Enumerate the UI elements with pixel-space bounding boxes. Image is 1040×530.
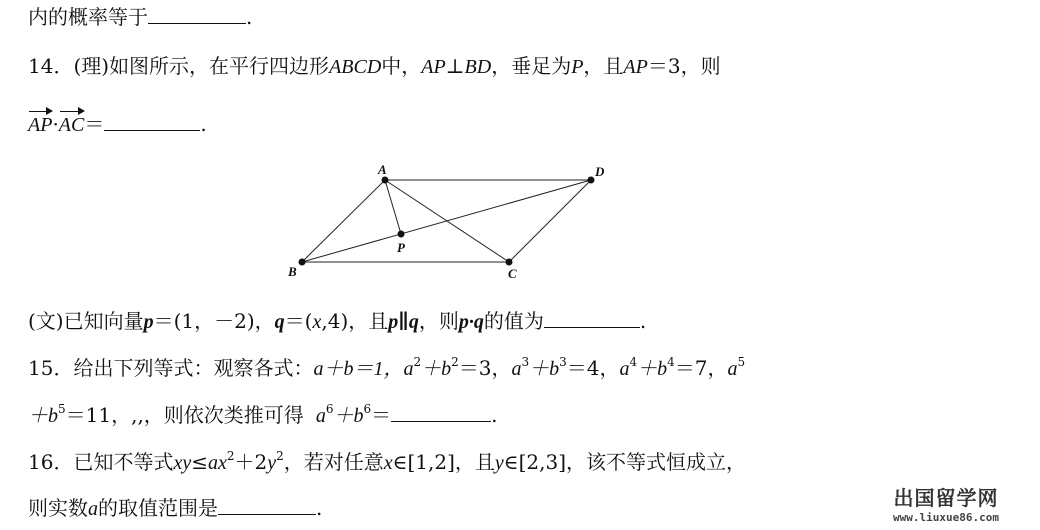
q14-ap: AP (623, 56, 648, 78)
label-c: C (508, 266, 517, 281)
q14-ap: AP (421, 56, 446, 78)
wen-line (28, 308, 646, 335)
q15-eq4-a: a (619, 358, 630, 380)
exp-2: 2 (451, 355, 459, 369)
q14-answer-blank[interactable] (104, 112, 200, 131)
q15-eq1: a＋b＝1， (313, 358, 404, 380)
q14-abcd: ABCD (329, 56, 382, 78)
exp-2: 2 (276, 449, 284, 463)
wen-text: ＝( (284, 309, 313, 333)
wen-answer-blank[interactable] (544, 309, 640, 328)
label-a: A (378, 162, 387, 177)
q15-text: ＝11，,,，则依次类推可得 (65, 403, 304, 427)
exp-5: 5 (58, 402, 66, 416)
exp-3: 3 (559, 355, 567, 369)
q16-text: 已知不等式 (73, 450, 174, 474)
q14-bd: BD (464, 56, 492, 78)
q16-line-1 (28, 449, 746, 476)
q15-b6: ＋b (333, 405, 364, 427)
wen-text: ，则 (418, 309, 459, 333)
exp-3: 3 (521, 355, 530, 369)
edge-cd (509, 180, 591, 262)
q15-eq4-b: ＋b (637, 358, 668, 380)
q15-period: . (491, 403, 498, 427)
q13-answer-blank[interactable] (148, 5, 246, 24)
q14-text: ，垂足为 (491, 54, 572, 78)
dot-product-pq: p·q (458, 311, 484, 333)
exp-4: 4 (667, 355, 675, 369)
vector-p: p (143, 311, 154, 333)
le-sign: ≤ (191, 450, 208, 474)
q15-eq2-c: ＝3， (458, 356, 512, 380)
q16-text: ＋2 (234, 450, 268, 474)
wen-text: 已知向量 (63, 309, 144, 333)
point-d (588, 177, 595, 184)
equals-sign: ＝ (371, 403, 392, 427)
watermark-logo (866, 482, 1026, 524)
parallelogram-figure (284, 158, 624, 284)
q14-text: ＝3，则 (647, 54, 721, 78)
q14-text: 中， (381, 54, 422, 78)
var-y: y (494, 452, 504, 474)
wen-text: 的值为 (483, 309, 544, 333)
vector-ac: AC (58, 114, 85, 136)
var-a: a (88, 498, 98, 520)
exp-4: 4 (629, 355, 638, 369)
var-y: y (267, 452, 277, 474)
q15-eq4-c: ＝7， (674, 356, 728, 380)
var-x: x (312, 311, 322, 333)
q13-period: . (246, 5, 253, 29)
exp-6: 6 (325, 402, 334, 416)
q16-answer-blank[interactable] (218, 496, 316, 515)
wen-text: ,4)，且 (321, 309, 389, 333)
q13-line (28, 4, 252, 30)
wen-tag: (文) (28, 309, 64, 333)
q16-period: . (316, 496, 323, 520)
point-a (382, 177, 389, 184)
q16-text: ∈[2,3]，该不等式恒成立， (503, 450, 746, 474)
label-b: B (288, 264, 297, 279)
watermark-url: www.liuxue86.com (893, 511, 999, 524)
equals-sign: ＝ (84, 112, 105, 136)
wen-period: . (639, 309, 647, 333)
exp-5: 5 (737, 355, 746, 369)
segment-ap (385, 180, 401, 234)
exp-2: 2 (413, 355, 422, 369)
wen-text: ＝(1，－2)， (153, 309, 275, 333)
var-ax: ax (207, 452, 227, 474)
q14-line (28, 53, 721, 80)
q15-line-2 (28, 402, 497, 429)
q16-line-2 (28, 495, 322, 522)
q15-eq5-b: ＋b (28, 405, 58, 427)
q14-vector-line (28, 111, 207, 138)
vector-ap: AP (28, 114, 53, 136)
parallel-condition: p∥q (388, 311, 419, 333)
edge-ab (302, 180, 385, 262)
q15-a6: a (315, 405, 326, 427)
q16-text: ∈[1,2]，且 (392, 450, 495, 474)
label-d: D (595, 164, 605, 179)
var-x: x (383, 452, 393, 474)
q15-eq5-a: a (727, 358, 738, 380)
watermark-title: 出国留学网 (893, 486, 999, 510)
q14-number: 14． (28, 54, 74, 78)
q15-text: 给出下列等式：观察各式： (73, 356, 314, 380)
var-xy: xy (173, 452, 192, 474)
q15-eq3-c: ＝4， (566, 356, 620, 380)
point-p (398, 231, 405, 238)
q13-text: 内的概率等于 (28, 5, 148, 29)
q14-p: P (571, 56, 584, 78)
q14-period: . (200, 112, 207, 136)
exp-2: 2 (226, 449, 235, 463)
exp-6: 6 (363, 402, 372, 416)
q16-text: 的取值范围是 (98, 496, 218, 520)
q14-tag: (理) (73, 54, 110, 78)
q16-number: 16． (28, 450, 74, 474)
point-b (299, 259, 306, 266)
q16-text: 则实数 (28, 496, 88, 520)
q15-line-1 (28, 355, 745, 382)
q14-perp: ⊥ (445, 54, 465, 78)
label-p: P (397, 240, 405, 255)
q15-eq3-a: a (511, 358, 522, 380)
vector-q: q (274, 311, 285, 333)
q14-text: 如图所示，在平行四边形 (109, 54, 330, 78)
q15-eq2-a: a (403, 358, 414, 380)
point-c (506, 259, 513, 266)
q15-answer-blank[interactable] (391, 403, 491, 422)
q16-text: ，若对任意 (283, 450, 384, 474)
q14-text: ，且 (583, 54, 624, 78)
dot-operator: · (52, 112, 59, 136)
q15-number: 15． (28, 356, 74, 380)
q15-eq2-b: ＋b (421, 358, 452, 380)
q15-eq3-b: ＋b (529, 358, 560, 380)
